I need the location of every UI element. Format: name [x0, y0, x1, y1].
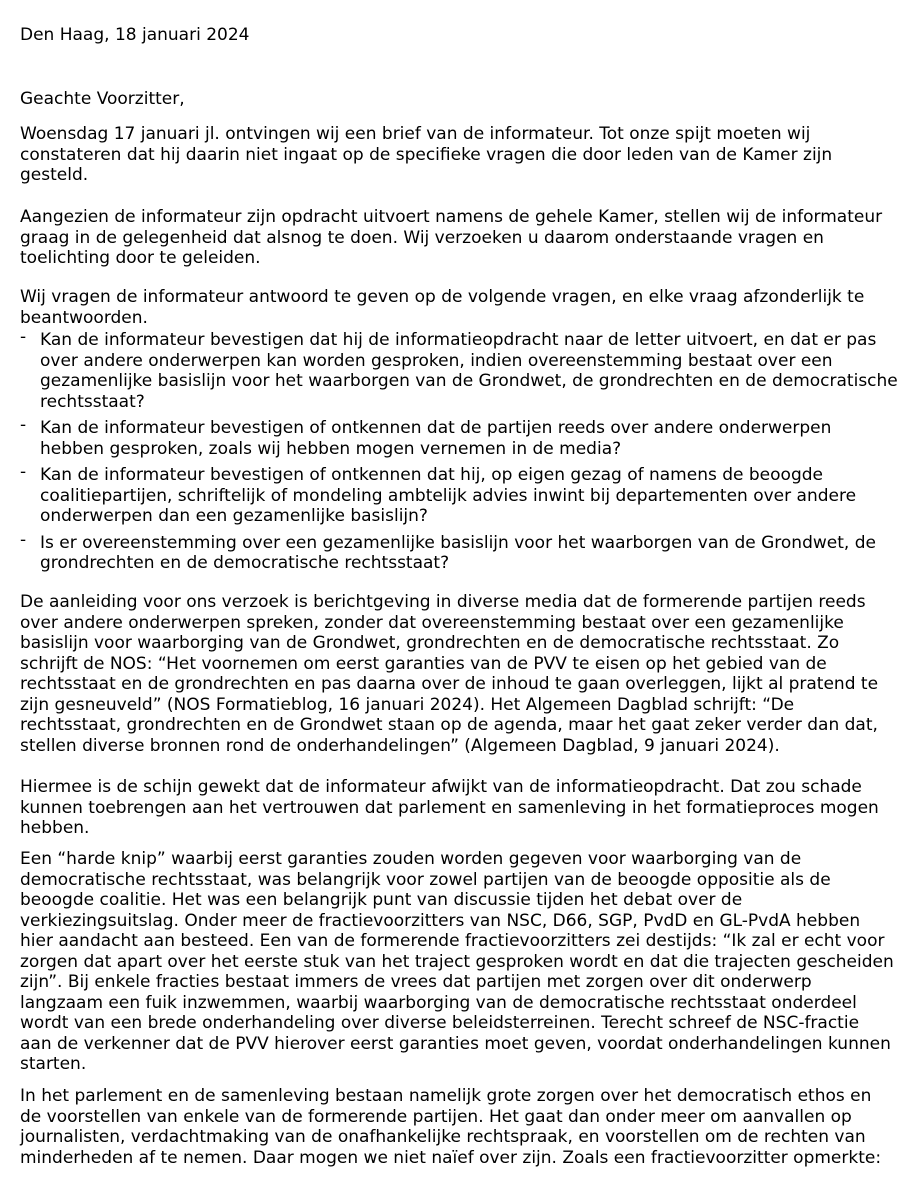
list-item-question-2 — [20, 415, 900, 459]
paragraph-appearance: Hiermee is de schijn gewekt dat de informateur afwijkt van de informatieopdracht. Dat zou schade kunnen toebrengen aan het vertrouwen dat parlement en samenleving in het formatieproces mogen hebben. — [20, 777, 879, 838]
paragraph-harde-knip: Een “harde knip” waarbij eerst garanties zouden worden gegeven voor waarborging van de democratische rechtsstaat, was belangrijk voor zowel partijen van de beoogde oppositie als de beoogde coalitie. Het was een belangrijk punt van discussie tijden het debat over de verkiezingsuitslag. Onder meer de fractievoorzitters van NSC, D66, SGP, PvdD en GL-PvdA hebben hier aandacht aan besteed. Een van de formerende fractievoorzitters zei destijds: “Ik zal er echt voor zorgen dat apart over het eerste stuk van het traject gesproken wordt en dat die trajecten gescheiden zijn”. Bij enkele fracties bestaat immers de vrees dat partijen met zorgen over dit onderwerp langzaam een fuik inzwemmen, waarbij waarborging van de democratische rechtsstaat onderdeel wordt van een brede onderhandeling over diverse beleidsterreinen. Terecht schreef de NSC-fractie aan de verkenner dat de PVV hierover eerst garanties moet geven, voordat onderhandelingen kunnen starten. — [20, 849, 894, 1074]
paragraph-questions-intro: Wij vragen de informateur antwoord te geven op de volgende vragen, en elke vraag afzonderlijk te beantwoorden. — [20, 287, 865, 328]
salutation: Geachte Voorzitter, — [20, 89, 185, 109]
list-item-question-1 — [20, 327, 900, 412]
bullet-marker: - — [20, 327, 27, 347]
question-text: Kan de informateur bevestigen dat hij de informatieopdracht naar de letter uitvoert, en dat er pas over andere onderwerpen kan worden gesproken, indien overeenstemming bestaat over een gezamenlijke basislijn voor het waarborgen van de Grondwet, de grondrechten en de democratische rechtsstaat? — [40, 330, 898, 412]
list-item-question-3 — [20, 462, 900, 527]
questions-list — [20, 327, 900, 580]
bullet-marker: - — [20, 529, 27, 550]
question-text: Is er overeenstemming over een gezamenlijke basislijn voor het waarborgen van de Grondwet, de grondrechten en de democratische rechtsstaat? — [40, 532, 876, 573]
bullet-marker: - — [20, 462, 27, 482]
paragraph-request: Aangezien de informateur zijn opdracht uitvoert namens de gehele Kamer, stellen wij de informateur graag in de gelegenheid dat alsnog te doen. Wij verzoeken u daarom onderstaande vragen en toelichting door te geleiden. — [20, 207, 883, 268]
paragraph-concerns: In het parlement en de samenleving bestaan namelijk grote zorgen over het democratisch ethos en de voorstellen van enkele van de formerende partijen. Het gaat dan onder meer om aanvallen op journalisten, verdachtmaking van de onafhankelijke rechtspraak, en voorstellen om de rechten van minderheden af te nemen. Daar mogen we niet naïef over zijn. Zoals een fractievoorzitter opmerkte: — [20, 1086, 882, 1168]
paragraph-media-reports: De aanleiding voor ons verzoek is berichtgeving in diverse media dat de formerende partijen reeds over andere onderwerpen spreken, zonder dat overeenstemming bestaat over een gezamenlijke basislijn voor waarborging van de Grondwet, grondrechten en de democratische rechtsstaat. Zo schrijft de NOS: “Het voornemen om eerst garanties van de PVV te eisen op het gebied van de rechtsstaat en de grondrechten en pas daarna over de inhoud te gaan overleggen, lijkt al pratend te zijn gesneuveld” (NOS Formatieblog, 16 januari 2024). Het Algemeen Dagblad schrijft: “De rechtsstaat, grondrechten en de Grondwet staan op de agenda, maar het gaat zeker verder dan dat, stellen diverse bronnen rond de onderhandelingen” (Algemeen Dagblad, 9 januari 2024). — [20, 592, 879, 756]
list-item-question-4 — [20, 529, 900, 574]
place-date: Den Haag, 18 januari 2024 — [20, 25, 250, 45]
bullet-marker: - — [20, 415, 27, 435]
question-text: Kan de informateur bevestigen of ontkennen dat hij, op eigen gezag of namens de beoogde coalitiepartijen, schriftelijk of mondeling ambtelijk advies inwint bij departementen over andere onderwerpen dan een gezamenlijke basislijn? — [40, 465, 857, 526]
paragraph-intro: Woensdag 17 januari jl. ontvingen wij een brief van de informateur. Tot onze spijt moeten wij constateren dat hij daarin niet ingaat op de specifieke vragen die door leden van de Kamer zijn gesteld. — [20, 124, 833, 185]
question-text: Kan de informateur bevestigen of ontkennen dat de partijen reeds over andere onderwerpen hebben gesproken, zoals wij hebben mogen vernemen in de media? — [40, 418, 832, 459]
